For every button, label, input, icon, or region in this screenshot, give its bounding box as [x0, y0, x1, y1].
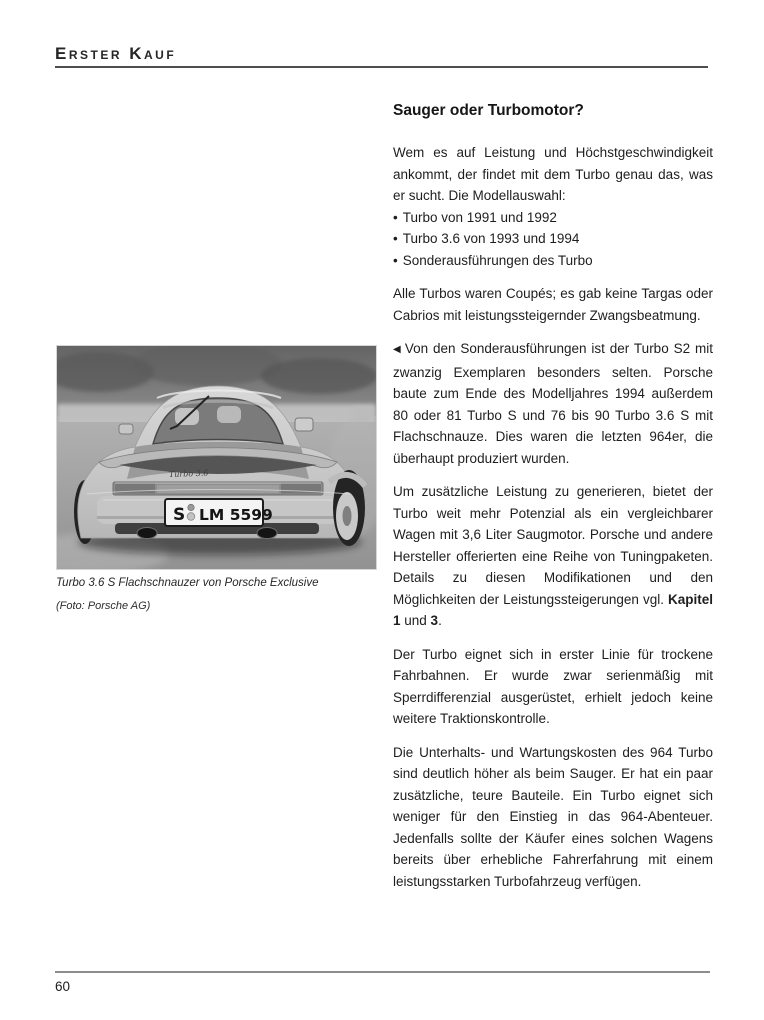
- registration-seal-bottom: [187, 513, 195, 521]
- exhaust-left: [137, 528, 157, 539]
- photo-caption: Turbo 3.6 S Flachschnauzer von Porsche Exclusive: [56, 577, 319, 589]
- running-head: Erster Kauf: [55, 44, 177, 63]
- paragraph-coupes: Alle Turbos waren Coupés; es gab keine Targas oder Cabrios mit leistungssteigernder Zwangsbeatmung.: [393, 286, 713, 323]
- license-plate: [165, 499, 273, 526]
- model-list-item-label: Sonderausführungen des Turbo: [402, 252, 593, 268]
- page-number: 60: [55, 979, 71, 994]
- paragraph-fahrbahn: Der Turbo eignet sich in erster Linie für trockene Fahrbahnen. Er wurde zwar serienmäßig mit Sperrdifferenzial ausgerüstet, erhielt jedoch keine weitere Traktionskontrolle.: [393, 646, 713, 726]
- registration-seal-top: [188, 504, 194, 510]
- car-photo: [56, 345, 377, 570]
- interior-seat-right: [217, 406, 241, 423]
- car-photo-illustration: [57, 346, 376, 569]
- taillight-band: [113, 482, 323, 495]
- license-plate-number: LM 5599: [199, 506, 273, 524]
- model-list-item: [393, 250, 713, 272]
- model-list: [393, 207, 713, 272]
- model-list-item: [393, 228, 713, 250]
- model-list-item: [393, 207, 713, 229]
- photo-reference-marker-icon: ◀: [393, 344, 402, 355]
- decklid-badge: Turbo 3.6: [168, 468, 209, 479]
- text-column: [393, 100, 713, 904]
- paragraph-leistung-text: Um zusätzliche Leistung zu generieren, bietet der Turbo weit mehr Potenzial als ein vergleichbarer Wagen mit 3,6 Liter Saugmotor. Porsche und andere Hersteller offerierten eine Reihe von Tuningpaketen. Details zu diesen Modifikationen und den Möglichkeiten der Leistungssteigerungen vgl.: [393, 484, 713, 607]
- paragraph-intro: Wem es auf Leistung und Höchstgeschwindigkeit ankommt, der findet mit dem Turbo genau das, was er sucht. Die Modellauswahl:: [393, 145, 713, 203]
- model-list-item-label: Turbo von 1991 und 1992: [402, 209, 557, 225]
- paragraph-leistung: Um zusätzliche Leistung zu generieren, bietet der Turbo weit mehr Potenzial als ein vergleichbarer Wagen mit 3,6 Liter Saugmotor. Porsche und andere Hersteller offerierten eine Reihe von Tuningpaketen. Details zu diesen Modifikationen und den Möglichkeiten der Leistungssteigerungen vgl. Kapitel 1 und 3.: [393, 484, 713, 628]
- license-plate-city: S: [173, 505, 186, 525]
- paragraph-sonderausfuehrungen: [393, 338, 713, 469]
- section-heading: Sauger oder Turbomotor?: [393, 102, 584, 119]
- footer-rule: [55, 971, 710, 973]
- paragraph-kosten: Die Unterhalts- und Wartungskosten des 964 Turbo sind deutlich höher als beim Sauger. Er hat ein paar zusätzliche, teure Bauteile. Ein Turbo eignet sich weniger für den Einstieg in das 964-Abenteuer. Jedenfalls sollte der Käufer eines solchen Wagens bereits über erhebliche Fahrerfahrung mit einem leistungsstarken Turbofahrzeug verfügen.: [393, 744, 713, 889]
- bullet-icon: •: [393, 252, 398, 268]
- chapter-reference-1: Kapitel 1: [393, 591, 713, 628]
- bullet-icon: •: [393, 209, 398, 225]
- photo-credit: (Foto: Porsche AG): [56, 600, 151, 612]
- side-mirror-left: [119, 424, 133, 434]
- bullet-icon: •: [393, 231, 398, 246]
- model-list-item-label: Turbo 3.6 von 1993 und 1994: [402, 231, 580, 246]
- exhaust-right: [257, 528, 277, 539]
- chapter-reference-3: 3: [430, 613, 439, 628]
- side-mirror-right: [295, 418, 313, 431]
- paragraph-sonderausfuehrungen-text: Von den Sonderausführungen ist der Turbo S2 mit zwanzig Exemplaren besonders selten. Porsche baute zum Ende des Modelljahres 1994 außerdem 80 oder 81 Turbo S und 76 bis 90 Turbo 3.6 S mit Flachschnauze. Dies waren die letzten 964er, die überhaupt produziert wurden.: [393, 341, 713, 466]
- header-rule: [55, 66, 708, 68]
